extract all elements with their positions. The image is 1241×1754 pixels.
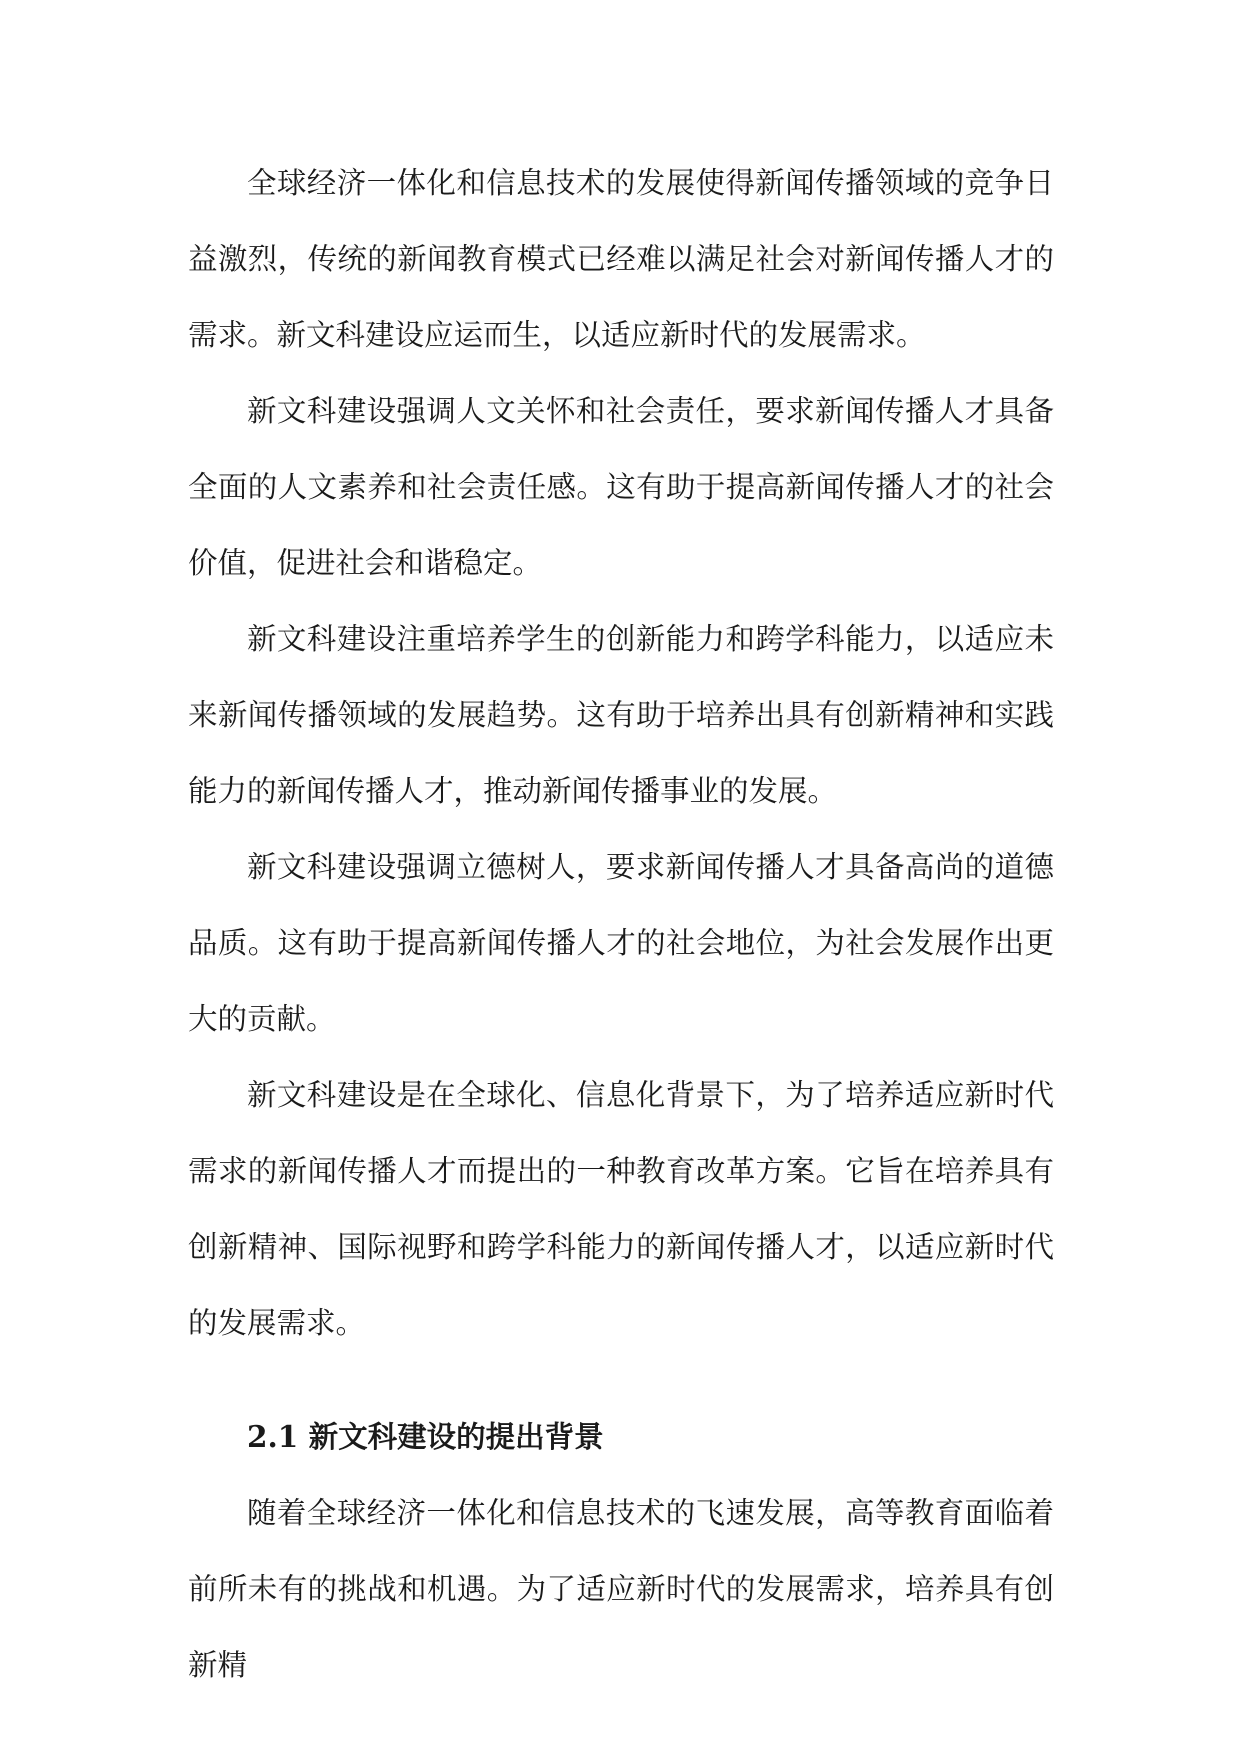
paragraph: 新文科建设强调立德树人，要求新闻传播人才具备高尚的道德品质。这有助于提高新闻传播人才的社会地位，为社会发展作出更大的贡献。	[188, 850, 1054, 1036]
paragraph: 新文科建设强调人文关怀和社会责任，要求新闻传播人才具备全面的人文素养和社会责任感。这有助于提高新闻传播人才的社会价值，促进社会和谐稳定。	[188, 394, 1054, 580]
paragraph: 全球经济一体化和信息技术的发展使得新闻传播领域的竞争日益激烈，传统的新闻教育模式已经难以满足社会对新闻传播人才的需求。新文科建设应运而生，以适应新时代的发展需求。	[188, 166, 1054, 352]
document-body	[188, 145, 1054, 1703]
section-heading: 2.1 新文科建设的提出背景	[247, 1419, 604, 1454]
paragraph: 随着全球经济一体化和信息技术的飞速发展，高等教育面临着前所未有的挑战和机遇。为了适应新时代的发展需求，培养具有创新精	[188, 1496, 1054, 1682]
paragraph: 新文科建设是在全球化、信息化背景下，为了培养适应新时代需求的新闻传播人才而提出的一种教育改革方案。它旨在培养具有创新精神、国际视野和跨学科能力的新闻传播人才，以适应新时代的发展需求。	[188, 1078, 1054, 1340]
paragraph: 新文科建设注重培养学生的创新能力和跨学科能力，以适应未来新闻传播领域的发展趋势。这有助于培养出具有创新精神和实践能力的新闻传播人才，推动新闻传播事业的发展。	[188, 622, 1054, 808]
